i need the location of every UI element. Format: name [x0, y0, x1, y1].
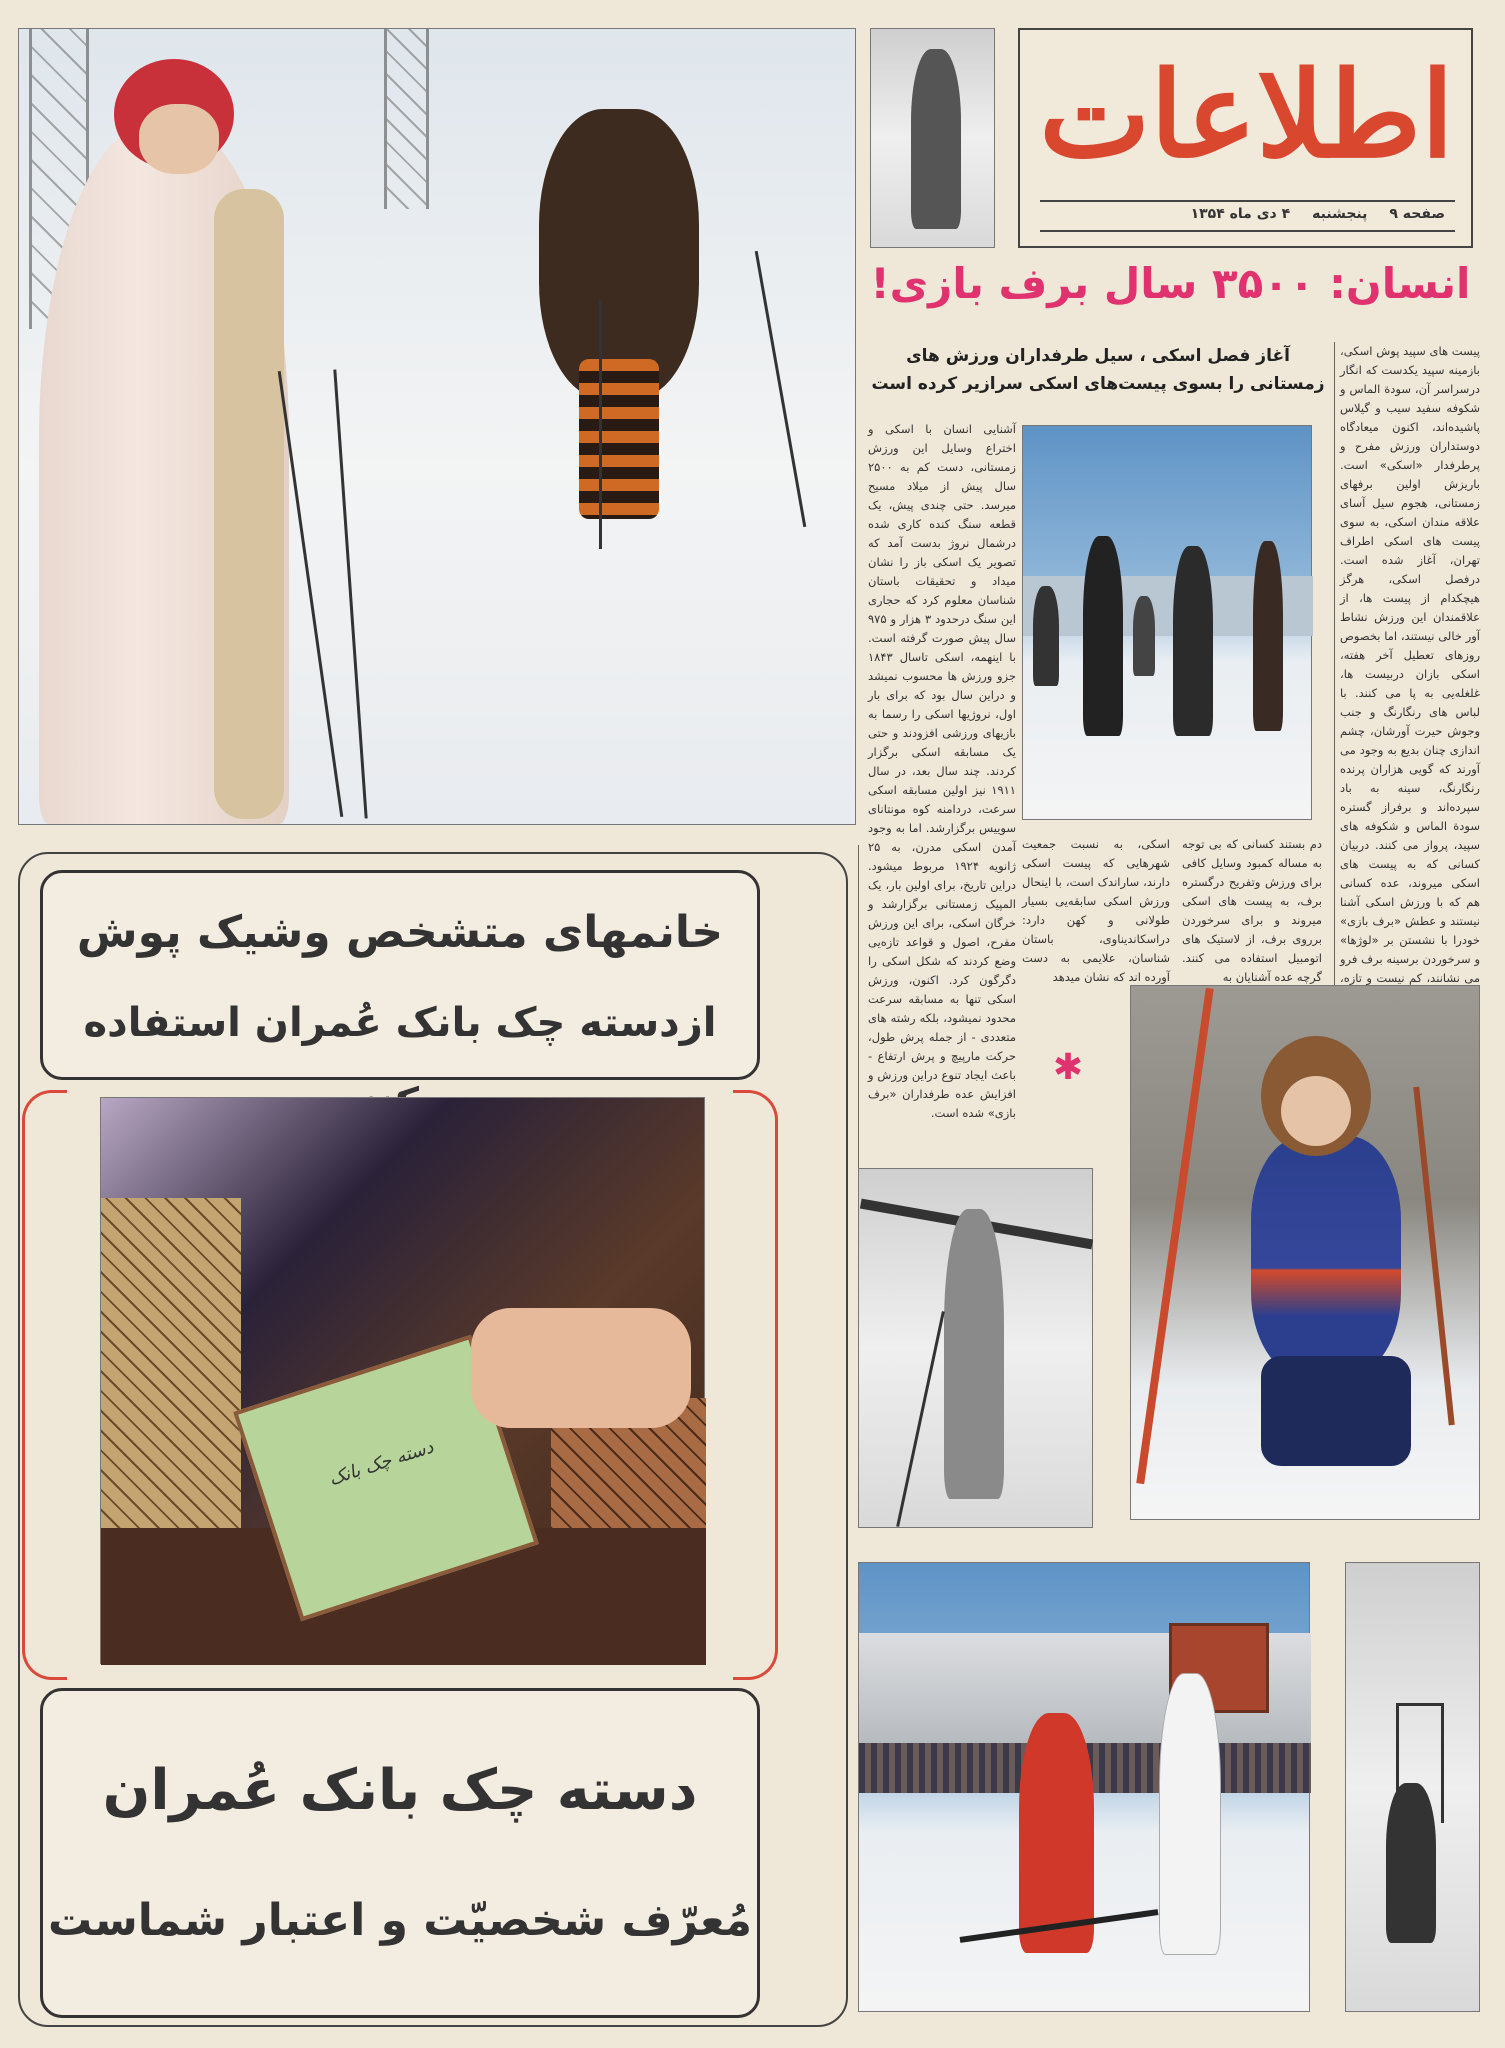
masthead-title: اطلاعات	[1039, 45, 1454, 184]
subheadline	[858, 342, 1338, 422]
date: ۴ دی ماه ۱۳۵۴	[1190, 206, 1291, 222]
photo-skiers-pair	[18, 28, 856, 825]
subheadline-line-2: زمستانی را بسوی پیست‌های اسکی سرازیر کرده است	[871, 374, 1325, 394]
weekday: پنجشنبه	[1312, 206, 1368, 222]
headline: انسان: ۳۵۰۰ سال برف بازی!	[870, 259, 1471, 308]
ad-bottom-line-1: دسته چک بانک عُمران	[102, 1758, 698, 1823]
fur-trim	[214, 189, 284, 819]
article-column-left: آشنایی انسان با اسکی و اختراع وسایل این ورزش زمستانی، دست کم به ۲۵۰۰ سال پیش از میلاد مسیح میرسد. حتی چندی پیش، یک قطعه سنگ کنده کاری شده درشمال نروژ بدست آمد که تصویر یک اسکی باز را نشان میداد و تحقیقات باستان شناسان معلوم کرد که حجاری این سنگ درحدود ۳ هزار و ۹۷۵ سال پیش صورت گرفته است. با اینهمه، اسکی تاسال ۱۸۴۳ جزو ورزش ها محسوب نمیشد و دراین سال بود که برای بار اول، نروژیها اسکی را رسما به بازیهای ورزشی افزودند و حتی یک مسابقه اسکی برگزار کردند. چند سال بعد، در سال ۱۹۱۱ نیز اولین مسابقه اسکی سرعت، دردامنه کوه مونتانای سوییس برگزارشد. اما به وجود آمدن اسکی مدرن، به ۲۵ ژانویه ۱۹۲۴ مربوط میشود. دراین تاریخ، برای اولین بار، یک المپیک زمستانی برگزارشد و خرگان اسکی، برای این ورزش مفرح، اصول و قواعد تازه‌یی وضع کردند که شکل اسکی را دگرگون کرد. اکنون، ورزش اسکی تنها به مسابقه سرعت محدود نمیشود، بلکه رشته های متعددی - از جمله پرش طول، حرکت مارپیچ و پرش ارتفاع - باعث ایجاد تنوع دراین ورزش و افزایش عده طرفداران «برف بازی» شده است.	[868, 422, 1016, 1120]
ad-hand	[471, 1308, 691, 1428]
ad-top-box	[40, 870, 760, 1080]
ad-red-rail-right	[733, 1090, 778, 1680]
subheadline-line-1: آغاز فصل اسکی ، سیل طرفداران ورزش های	[906, 346, 1290, 366]
adult-white-suit	[1159, 1673, 1221, 1955]
article-column-mid-b: اسکی، به نسبت جمعیت شهرهایی که پیست اسکی دارند، ساراندک است، با اینحال ورزش اسکی سابقه‌یی بسیار طولانی و کهن دارد: دراسکاندیناوی، باستان شناسان، علایمی به دست آورده اند که نشان میدهد	[1022, 837, 1170, 984]
ornament-icon: ✱	[1052, 1047, 1084, 1088]
ad-checkbook-label: دسته چک بانک	[326, 1436, 437, 1491]
ad-red-rail-left	[22, 1090, 67, 1680]
ad-top-line-2: ازدسته چک بانک عُمران استفاده	[83, 1000, 717, 1046]
child-jacket	[1251, 1136, 1401, 1376]
pylon-center	[384, 29, 429, 209]
photo-slope-skiers	[858, 1562, 1310, 2012]
photo-child-skier	[1130, 985, 1480, 1520]
ad-photo-checkbook	[100, 1097, 705, 1664]
photo-slalom-skier	[1345, 1562, 1480, 2012]
article-column-mid-a: دم بستند کسانی که بی توجه به مساله کمبود وسایل کافی برای ورزش وتفریح درگستره برف، به پیست های اسکی میروند و برای سرخوردن برروی برف، از لاستیک های اتومبیل استفاده می کنند. گرچه عده آشنایان به	[1182, 837, 1322, 984]
ski-pole	[333, 369, 367, 818]
person-fur-jacket	[539, 109, 699, 399]
person-legs	[579, 359, 659, 519]
ski-pole	[599, 299, 602, 549]
masthead	[1018, 28, 1473, 248]
ad-bottom-box	[40, 1688, 760, 2018]
article-column-right: پیست های سپید پوش اسکی، بازمینه سپید یکدست که انگار درسراسر آن، سودة الماس و شکوفه سفید سیب و گیلاس پاشیده‌اند، اکنون میعادگاه دوستداران ورزش مفرح و پرطرفدار «اسکی» است. باریزش اولین برفهای زمستانی، هجوم سیل آسای علاقه مندان اسکی، به سوی پیست های اسکی اطراف تهران، آغاز شده است. درفصل اسکی، هرگز هیچکدام از پیست ها، از علاقمندان این ورزش نشاط آور خالی نیستند، اما بخصوص روزهای تعطیل آخر هفته، اسکی بازان دربیست ها، غلغله‌یی به پا می کنند. با لباس های رنگارنگ و جنب وجوش حیرت آورشان، چشم اندازی چنان بدیع به وجود می آورند که گویی هزاران پرنده رنگارنگ، سینه به باد سپرده‌اند و برفراز گستره سودة الماس و شکوفه های سپید، پرواز می کنند. دربیان کسانی که به پیست های اسکی میروند، عده کسانی هم که با ورزش اسکی آشنا نیستند و عطش «برف بازی» خودرا با نشستن بر «لوژها» و سرخوردن برسینه برف فرو می نشانند، کم نیست و تازه،	[1340, 344, 1480, 985]
ad-bottom-line-2: مُعرّف شخصیّت و اعتبار شماست	[47, 1895, 753, 1946]
masthead-dateline	[1040, 206, 1455, 228]
masthead-photo	[870, 28, 995, 248]
photo-skier-carrying-skis	[858, 1168, 1093, 1528]
child-red-suit	[1019, 1713, 1094, 1953]
woman-face	[139, 104, 219, 174]
ad-top-line-1: خانمهای متشخص وشیک پوش	[76, 907, 724, 958]
ski-pole	[755, 251, 807, 527]
child-face	[1281, 1076, 1351, 1146]
page-number: صفحه ۹	[1389, 206, 1445, 222]
photo-ski-slope-crowd	[1022, 425, 1312, 820]
